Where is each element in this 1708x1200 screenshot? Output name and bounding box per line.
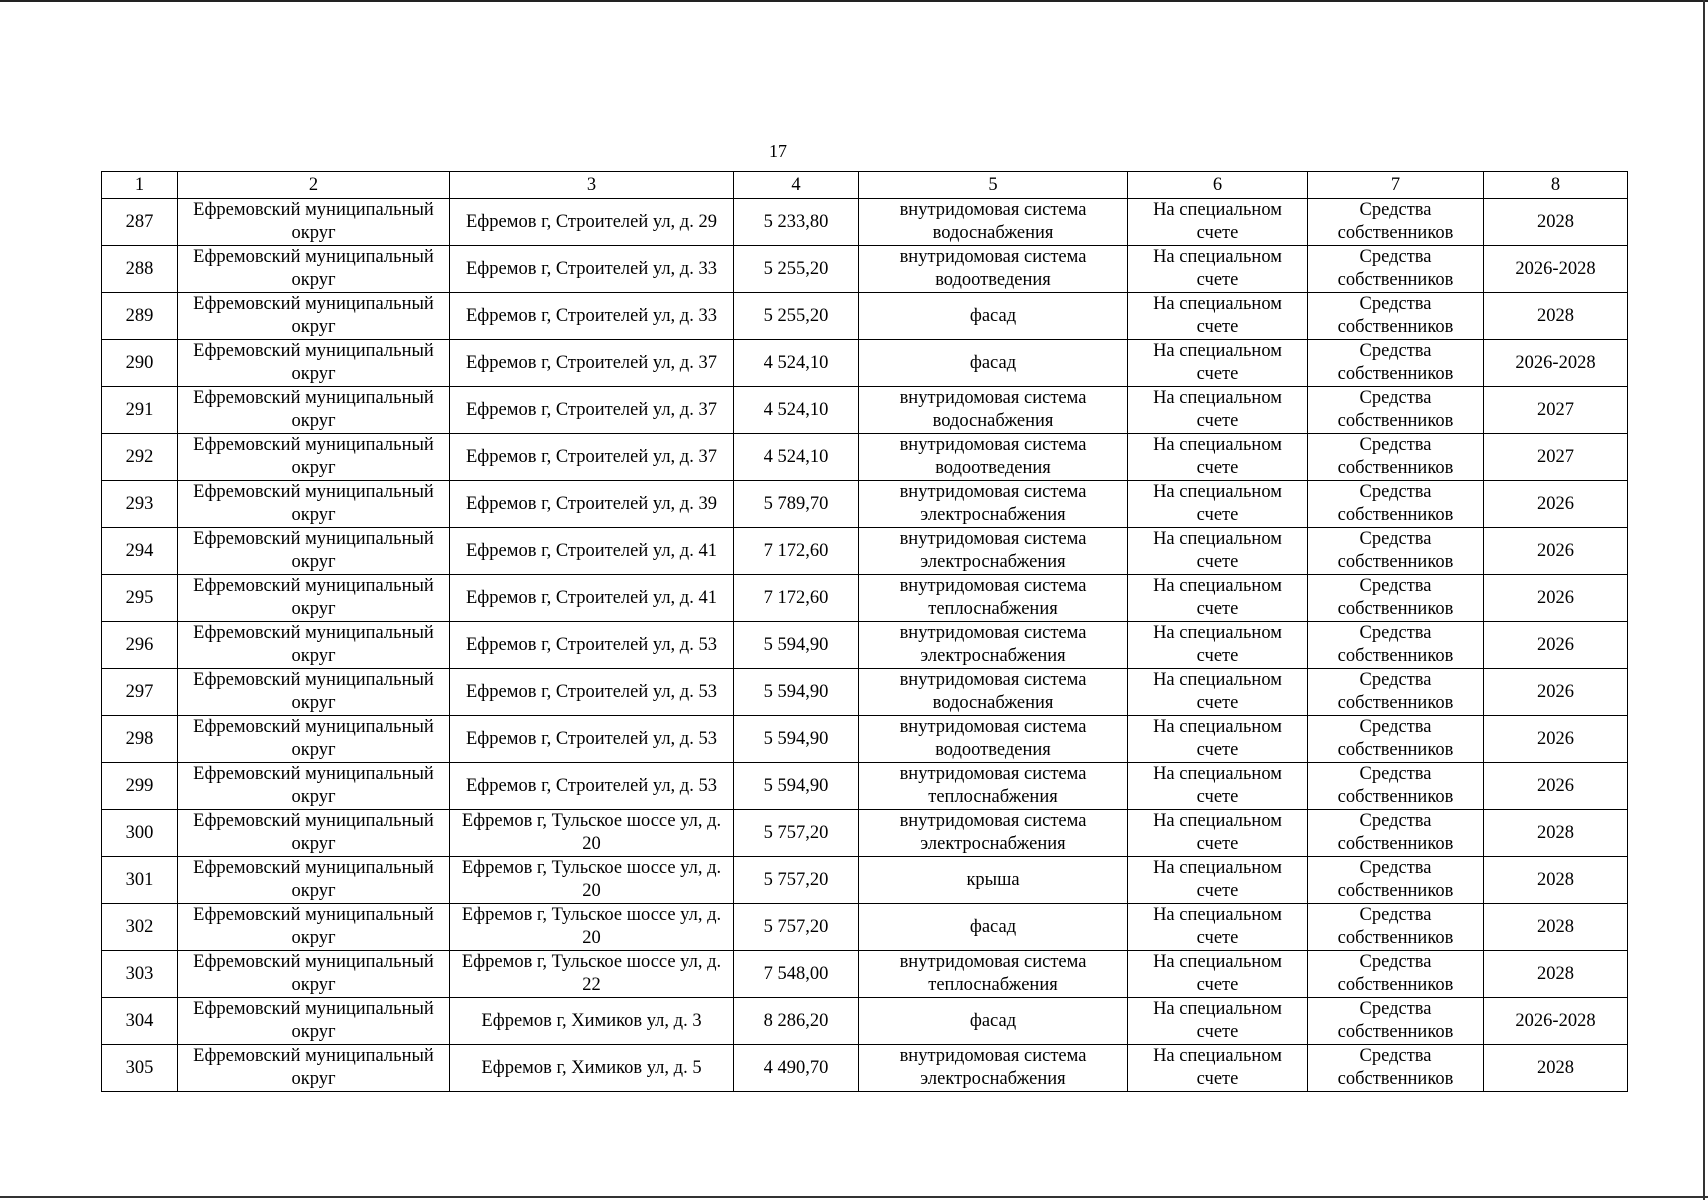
municipality-cell: Ефремовский муниципальный округ xyxy=(178,528,450,575)
row-number-cell: 289 xyxy=(102,293,178,340)
structural-element-cell: внутридомовая система теплоснабжения xyxy=(859,763,1128,810)
fund-formation-cell: На специальном счете xyxy=(1128,481,1308,528)
structural-element-cell: внутридомовая система электроснабжения xyxy=(859,810,1128,857)
fund-formation-cell: На специальном счете xyxy=(1128,716,1308,763)
scan-edge-right xyxy=(1703,0,1705,1200)
row-number-cell: 294 xyxy=(102,528,178,575)
table-row xyxy=(102,528,1628,575)
fund-formation-cell: На специальном счете xyxy=(1128,387,1308,434)
municipality-cell: Ефремовский муниципальный округ xyxy=(178,340,450,387)
fund-formation-cell: На специальном счете xyxy=(1128,575,1308,622)
repair-period-cell: 2028 xyxy=(1484,904,1628,951)
table-row xyxy=(102,575,1628,622)
funding-source-cell: Средства собственников xyxy=(1308,998,1484,1045)
funding-source-cell: Средства собственников xyxy=(1308,293,1484,340)
municipality-cell: Ефремовский муниципальный округ xyxy=(178,199,450,246)
row-number-cell: 288 xyxy=(102,246,178,293)
structural-element-cell: внутридомовая система электроснабжения xyxy=(859,481,1128,528)
structural-element-cell: внутридомовая система теплоснабжения xyxy=(859,575,1128,622)
address-cell: Ефремов г, Тульское шоссе ул, д. 20 xyxy=(450,810,734,857)
address-cell: Ефремов г, Строителей ул, д. 33 xyxy=(450,293,734,340)
repair-register-table xyxy=(101,171,1628,1092)
area-cell: 7 548,00 xyxy=(734,951,859,998)
table-row xyxy=(102,481,1628,528)
area-cell: 5 594,90 xyxy=(734,763,859,810)
funding-source-cell: Средства собственников xyxy=(1308,951,1484,998)
column-header: 4 xyxy=(734,172,859,199)
funding-source-cell: Средства собственников xyxy=(1308,528,1484,575)
row-number-cell: 296 xyxy=(102,622,178,669)
funding-source-cell: Средства собственников xyxy=(1308,387,1484,434)
address-cell: Ефремов г, Строителей ул, д. 53 xyxy=(450,669,734,716)
municipality-cell: Ефремовский муниципальный округ xyxy=(178,1045,450,1092)
row-number-cell: 292 xyxy=(102,434,178,481)
repair-period-cell: 2027 xyxy=(1484,387,1628,434)
fund-formation-cell: На специальном счете xyxy=(1128,528,1308,575)
funding-source-cell: Средства собственников xyxy=(1308,622,1484,669)
structural-element-cell: фасад xyxy=(859,998,1128,1045)
fund-formation-cell: На специальном счете xyxy=(1128,998,1308,1045)
repair-period-cell: 2026 xyxy=(1484,669,1628,716)
municipality-cell: Ефремовский муниципальный округ xyxy=(178,669,450,716)
row-number-cell: 302 xyxy=(102,904,178,951)
area-cell: 5 789,70 xyxy=(734,481,859,528)
address-cell: Ефремов г, Тульское шоссе ул, д. 20 xyxy=(450,857,734,904)
table-body xyxy=(102,172,1628,1092)
funding-source-cell: Средства собственников xyxy=(1308,340,1484,387)
funding-source-cell: Средства собственников xyxy=(1308,716,1484,763)
table-row xyxy=(102,293,1628,340)
municipality-cell: Ефремовский муниципальный округ xyxy=(178,387,450,434)
table-row xyxy=(102,904,1628,951)
area-cell: 4 490,70 xyxy=(734,1045,859,1092)
structural-element-cell: внутридомовая система водоснабжения xyxy=(859,669,1128,716)
fund-formation-cell: На специальном счете xyxy=(1128,951,1308,998)
area-cell: 5 255,20 xyxy=(734,293,859,340)
table-row xyxy=(102,857,1628,904)
area-cell: 5 757,20 xyxy=(734,904,859,951)
table-row xyxy=(102,998,1628,1045)
row-number-cell: 297 xyxy=(102,669,178,716)
fund-formation-cell: На специальном счете xyxy=(1128,669,1308,716)
area-cell: 5 233,80 xyxy=(734,199,859,246)
repair-period-cell: 2028 xyxy=(1484,810,1628,857)
funding-source-cell: Средства собственников xyxy=(1308,434,1484,481)
municipality-cell: Ефремовский муниципальный округ xyxy=(178,575,450,622)
address-cell: Ефремов г, Строителей ул, д. 29 xyxy=(450,199,734,246)
municipality-cell: Ефремовский муниципальный округ xyxy=(178,763,450,810)
address-cell: Ефремов г, Химиков ул, д. 3 xyxy=(450,998,734,1045)
area-cell: 5 255,20 xyxy=(734,246,859,293)
address-cell: Ефремов г, Тульское шоссе ул, д. 20 xyxy=(450,904,734,951)
table-row xyxy=(102,716,1628,763)
municipality-cell: Ефремовский муниципальный округ xyxy=(178,904,450,951)
column-header: 3 xyxy=(450,172,734,199)
area-cell: 5 594,90 xyxy=(734,716,859,763)
table-row xyxy=(102,763,1628,810)
funding-source-cell: Средства собственников xyxy=(1308,1045,1484,1092)
structural-element-cell: фасад xyxy=(859,340,1128,387)
municipality-cell: Ефремовский муниципальный округ xyxy=(178,622,450,669)
area-cell: 4 524,10 xyxy=(734,340,859,387)
area-cell: 4 524,10 xyxy=(734,434,859,481)
fund-formation-cell: На специальном счете xyxy=(1128,340,1308,387)
funding-source-cell: Средства собственников xyxy=(1308,904,1484,951)
funding-source-cell: Средства собственников xyxy=(1308,199,1484,246)
structural-element-cell: внутридомовая система водоснабжения xyxy=(859,387,1128,434)
area-cell: 8 286,20 xyxy=(734,998,859,1045)
structural-element-cell: внутридомовая система водоснабжения xyxy=(859,199,1128,246)
municipality-cell: Ефремовский муниципальный округ xyxy=(178,810,450,857)
column-header: 7 xyxy=(1308,172,1484,199)
table-row xyxy=(102,387,1628,434)
table-row xyxy=(102,810,1628,857)
municipality-cell: Ефремовский муниципальный округ xyxy=(178,246,450,293)
fund-formation-cell: На специальном счете xyxy=(1128,434,1308,481)
funding-source-cell: Средства собственников xyxy=(1308,810,1484,857)
column-header: 6 xyxy=(1128,172,1308,199)
repair-period-cell: 2026-2028 xyxy=(1484,340,1628,387)
repair-period-cell: 2026 xyxy=(1484,528,1628,575)
address-cell: Ефремов г, Строителей ул, д. 53 xyxy=(450,622,734,669)
area-cell: 5 594,90 xyxy=(734,669,859,716)
repair-period-cell: 2026 xyxy=(1484,622,1628,669)
repair-period-cell: 2026 xyxy=(1484,575,1628,622)
area-cell: 7 172,60 xyxy=(734,575,859,622)
column-header: 1 xyxy=(102,172,178,199)
table-row xyxy=(102,669,1628,716)
address-cell: Ефремов г, Строителей ул, д. 37 xyxy=(450,340,734,387)
column-header: 5 xyxy=(859,172,1128,199)
area-cell: 5 757,20 xyxy=(734,857,859,904)
municipality-cell: Ефремовский муниципальный округ xyxy=(178,857,450,904)
repair-period-cell: 2026-2028 xyxy=(1484,998,1628,1045)
table-row xyxy=(102,622,1628,669)
municipality-cell: Ефремовский муниципальный округ xyxy=(178,951,450,998)
fund-formation-cell: На специальном счете xyxy=(1128,246,1308,293)
fund-formation-cell: На специальном счете xyxy=(1128,1045,1308,1092)
column-number-header-row xyxy=(102,172,1628,199)
address-cell: Ефремов г, Строителей ул, д. 37 xyxy=(450,387,734,434)
table-row xyxy=(102,246,1628,293)
scan-edge-bottom xyxy=(0,1196,1708,1198)
municipality-cell: Ефремовский муниципальный округ xyxy=(178,716,450,763)
column-header: 2 xyxy=(178,172,450,199)
municipality-cell: Ефремовский муниципальный округ xyxy=(178,434,450,481)
fund-formation-cell: На специальном счете xyxy=(1128,199,1308,246)
structural-element-cell: крыша xyxy=(859,857,1128,904)
funding-source-cell: Средства собственников xyxy=(1308,857,1484,904)
structural-element-cell: внутридомовая система водоотведения xyxy=(859,246,1128,293)
address-cell: Ефремов г, Строителей ул, д. 53 xyxy=(450,716,734,763)
row-number-cell: 304 xyxy=(102,998,178,1045)
row-number-cell: 300 xyxy=(102,810,178,857)
row-number-cell: 293 xyxy=(102,481,178,528)
repair-period-cell: 2028 xyxy=(1484,199,1628,246)
scan-edge-top xyxy=(0,0,1708,2)
row-number-cell: 295 xyxy=(102,575,178,622)
row-number-cell: 290 xyxy=(102,340,178,387)
area-cell: 5 757,20 xyxy=(734,810,859,857)
repair-period-cell: 2026-2028 xyxy=(1484,246,1628,293)
address-cell: Ефремов г, Строителей ул, д. 53 xyxy=(450,763,734,810)
row-number-cell: 287 xyxy=(102,199,178,246)
structural-element-cell: фасад xyxy=(859,293,1128,340)
repair-period-cell: 2028 xyxy=(1484,857,1628,904)
fund-formation-cell: На специальном счете xyxy=(1128,293,1308,340)
table-row xyxy=(102,199,1628,246)
table-row xyxy=(102,1045,1628,1092)
repair-period-cell: 2026 xyxy=(1484,481,1628,528)
row-number-cell: 291 xyxy=(102,387,178,434)
fund-formation-cell: На специальном счете xyxy=(1128,857,1308,904)
fund-formation-cell: На специальном счете xyxy=(1128,810,1308,857)
funding-source-cell: Средства собственников xyxy=(1308,669,1484,716)
address-cell: Ефремов г, Строителей ул, д. 37 xyxy=(450,434,734,481)
area-cell: 7 172,60 xyxy=(734,528,859,575)
repair-period-cell: 2027 xyxy=(1484,434,1628,481)
fund-formation-cell: На специальном счете xyxy=(1128,763,1308,810)
structural-element-cell: внутридомовая система водоотведения xyxy=(859,434,1128,481)
structural-element-cell: фасад xyxy=(859,904,1128,951)
table-row xyxy=(102,951,1628,998)
repair-period-cell: 2028 xyxy=(1484,1045,1628,1092)
repair-period-cell: 2026 xyxy=(1484,763,1628,810)
area-cell: 5 594,90 xyxy=(734,622,859,669)
row-number-cell: 299 xyxy=(102,763,178,810)
structural-element-cell: внутридомовая система водоотведения xyxy=(859,716,1128,763)
address-cell: Ефремов г, Строителей ул, д. 33 xyxy=(450,246,734,293)
repair-period-cell: 2028 xyxy=(1484,293,1628,340)
funding-source-cell: Средства собственников xyxy=(1308,575,1484,622)
area-cell: 4 524,10 xyxy=(734,387,859,434)
funding-source-cell: Средства собственников xyxy=(1308,481,1484,528)
fund-formation-cell: На специальном счете xyxy=(1128,904,1308,951)
table-row xyxy=(102,434,1628,481)
address-cell: Ефремов г, Строителей ул, д. 41 xyxy=(450,528,734,575)
page-number xyxy=(0,142,1707,160)
row-number-cell: 298 xyxy=(102,716,178,763)
municipality-cell: Ефремовский муниципальный округ xyxy=(178,481,450,528)
row-number-cell: 303 xyxy=(102,951,178,998)
municipality-cell: Ефремовский муниципальный округ xyxy=(178,293,450,340)
fund-formation-cell: На специальном счете xyxy=(1128,622,1308,669)
municipality-cell: Ефремовский муниципальный округ xyxy=(178,998,450,1045)
table-row xyxy=(102,340,1628,387)
structural-element-cell: внутридомовая система электроснабжения xyxy=(859,1045,1128,1092)
funding-source-cell: Средства собственников xyxy=(1308,246,1484,293)
repair-period-cell: 2028 xyxy=(1484,951,1628,998)
address-cell: Ефремов г, Строителей ул, д. 39 xyxy=(450,481,734,528)
address-cell: Ефремов г, Тульское шоссе ул, д. 22 xyxy=(450,951,734,998)
address-cell: Ефремов г, Строителей ул, д. 41 xyxy=(450,575,734,622)
row-number-cell: 301 xyxy=(102,857,178,904)
structural-element-cell: внутридомовая система электроснабжения xyxy=(859,622,1128,669)
structural-element-cell: внутридомовая система теплоснабжения xyxy=(859,951,1128,998)
page-number-text: 17 xyxy=(769,141,787,161)
repair-period-cell: 2026 xyxy=(1484,716,1628,763)
address-cell: Ефремов г, Химиков ул, д. 5 xyxy=(450,1045,734,1092)
row-number-cell: 305 xyxy=(102,1045,178,1092)
funding-source-cell: Средства собственников xyxy=(1308,763,1484,810)
column-header: 8 xyxy=(1484,172,1628,199)
structural-element-cell: внутридомовая система электроснабжения xyxy=(859,528,1128,575)
